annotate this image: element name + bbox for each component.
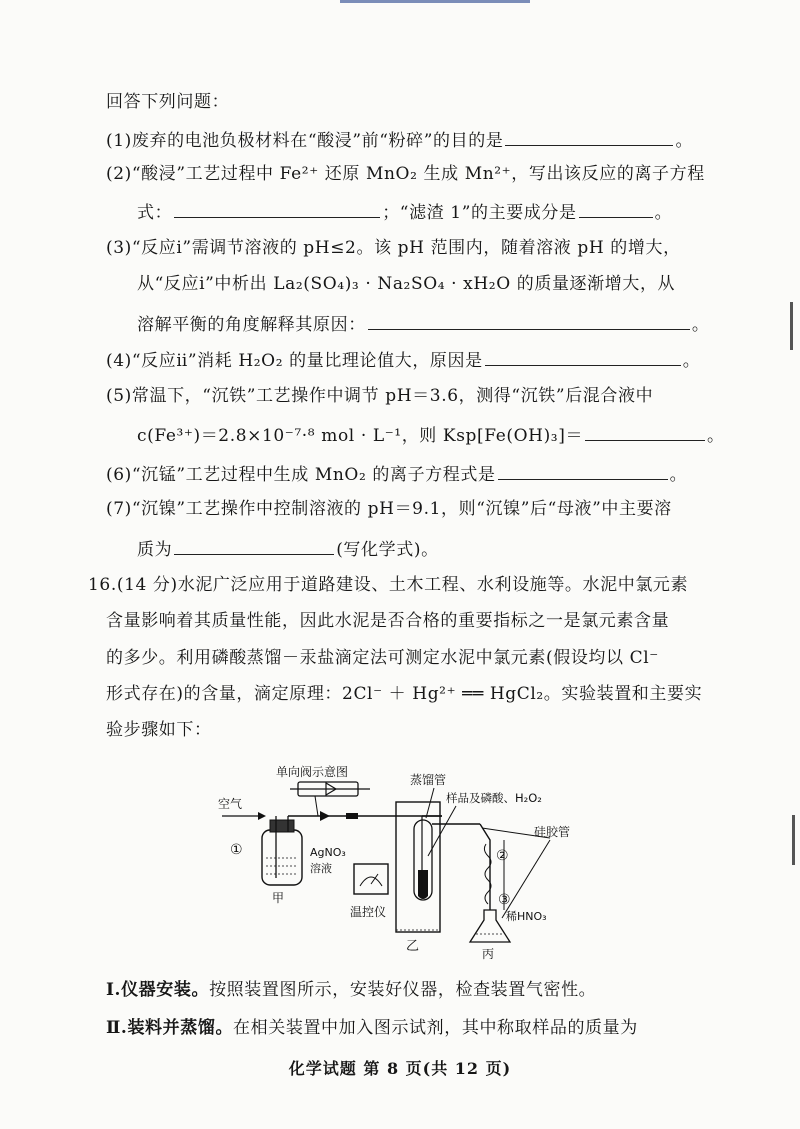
valve-label: 单向阀示意图 [276, 765, 349, 779]
question-2-line2: 式： ；“滤渣 1”的主要成分是 。 [137, 198, 672, 225]
page-footer: 化学试题 第 8 页(共 12 页) [288, 1059, 512, 1078]
question-7-line2: 质为 (写化学式)。 [137, 535, 439, 562]
question-6: (6)“沉锰”工艺过程中生成 MnO₂ 的离子方程式是 。 [106, 460, 687, 487]
question-16-line4: 形式存在)的含量，滴定原理：2Cl⁻ ＋ Hg²⁺ ══ HgCl₂。实验装置和主要实 [106, 684, 703, 704]
silica-tube-label: 硅胶管 [534, 825, 571, 839]
one-way-valve-schematic [290, 782, 370, 816]
marker-2: ② [496, 848, 509, 864]
scan-margin-mark [790, 302, 793, 350]
answer-blank[interactable] [498, 460, 668, 480]
question-4: (4)“反应ⅱ”消耗 H₂O₂ 的量比理论值大，原因是 。 [106, 346, 700, 373]
question-16-line5: 验步骤如下： [106, 720, 212, 740]
answer-blank[interactable] [368, 310, 690, 330]
question-3-line3: 溶解平衡的角度解释其原因： 。 [137, 310, 709, 337]
air-label: 空气 [218, 797, 243, 811]
answer-blank[interactable] [485, 346, 681, 366]
yi-label: 乙 [406, 939, 420, 954]
question-16-line1: 16.(14 分)水泥广泛应用于道路建设、土木工程、水利设施等。水泥中氯元素 [88, 575, 689, 595]
step-2: Ⅱ.装料并蒸馏。在相关装置中加入图示试剂，其中称取样品的质量为 [106, 1018, 638, 1038]
water-bath-yi [396, 802, 480, 932]
answer-blank[interactable] [585, 421, 705, 441]
agno3-label: AgNO₃ [310, 846, 346, 859]
answer-blank[interactable] [579, 198, 653, 218]
jia-label: 甲 [272, 891, 285, 905]
check-valve [320, 811, 330, 821]
question-3-line1: (3)“反应ⅰ”需调节溶液的 pH≤2。该 pH 范围内，随着溶液 pH 的增大， [106, 238, 681, 258]
solution-label: 溶液 [310, 862, 332, 875]
step-1: Ⅰ.仪器安装。按照装置图所示，安装好仪器，检查装置气密性。 [106, 980, 597, 1000]
step-1-label: Ⅰ.仪器安装。 [106, 980, 210, 1000]
apparatus-diagram [210, 760, 610, 960]
tube-joint [346, 813, 358, 819]
answer-blank[interactable] [174, 198, 380, 218]
top-edge-line [340, 0, 530, 3]
thermostat-label: 温控仪 [350, 905, 387, 919]
question-16-line2: 含量影响着其质量性能，因此水泥是否合格的重要指标之一是氯元素含量 [106, 611, 670, 631]
marker-3: ③ [498, 892, 511, 908]
question-7-line1: (7)“沉镍”工艺操作中控制溶液的 pH＝9.1，则“沉镍”后“母液”中主要溶 [106, 499, 672, 519]
bing-label: 丙 [482, 947, 495, 960]
leader-line [426, 788, 434, 818]
question-5-line1: (5)常温下，“沉铁”工艺操作中调节 pH＝3.6，测得“沉铁”后混合液中 [106, 386, 654, 406]
question-16-line3: 的多少。利用磷酸蒸馏－汞盐滴定法可测定水泥中氯元素(假设均以 Cl⁻ [106, 648, 659, 668]
distill-tube-label: 蒸馏管 [410, 773, 447, 787]
step-2-label: Ⅱ.装料并蒸馏。 [106, 1018, 234, 1038]
intro-text: 回答下列问题： [106, 92, 230, 112]
question-5-line2: c(Fe³⁺)＝2.8×10⁻⁷·⁸ mol · L⁻¹，则 Ksp[Fe(OH)₃]＝ 。 [137, 421, 725, 448]
question-2-line1: (2)“酸浸”工艺过程中 Fe²⁺ 还原 MnO₂ 生成 Mn²⁺，写出该反应的离子方程 [106, 164, 705, 184]
answer-blank[interactable] [505, 126, 673, 146]
question-3-line2: 从“反应ⅰ”中析出 La₂(SO₄)₃ · Na₂SO₄ · xH₂O 的质量逐渐增大，从 [137, 274, 676, 294]
thermostat [354, 864, 388, 894]
question-1: (1)废弃的电池负极材料在“酸浸”前“粉碎”的目的是 。 [106, 126, 693, 153]
marker-1: ① [230, 842, 243, 858]
bottle-jia [262, 816, 302, 885]
answer-blank[interactable] [174, 535, 334, 555]
scan-margin-mark [792, 815, 795, 865]
hno3-label: 稀HNO₃ [506, 910, 547, 923]
air-arrow-head [258, 812, 266, 820]
sample-label: 样品及磷酸、H₂O₂ [446, 791, 542, 805]
